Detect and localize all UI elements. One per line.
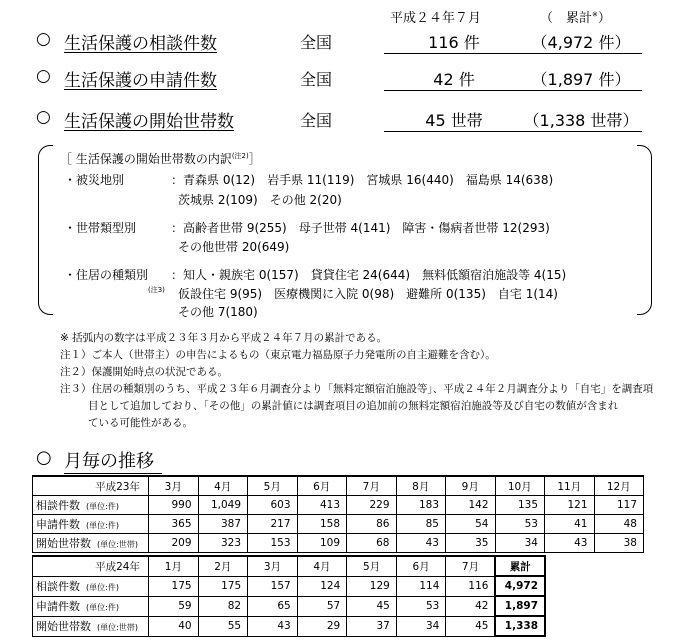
note-line: 目として追加しており、「その他」の累計値には調査項目の追加前の無料定額宿泊施設等及び自宅の数値が含まれ	[88, 400, 619, 412]
circle-bullet-icon: ○	[36, 107, 51, 127]
table-cell: 35	[446, 534, 496, 553]
housing-line: その他 7(180)	[178, 305, 258, 319]
table-cell: 43	[545, 534, 595, 553]
table-cell: 68	[347, 534, 397, 553]
table-cell: 37	[347, 616, 397, 636]
table-cell: 55	[198, 616, 248, 636]
table-cell: 1,049	[198, 496, 248, 515]
disaster-line: ：青森県 0(12) 岩手県 11(119) 宮城県 16(440) 福島県 14(638)	[171, 173, 554, 187]
circle-bullet-icon: ○	[36, 29, 51, 49]
note-line: 注１）ご本人（世帯主）の申告によるもの（東京電力福島原子力発電所の自主避難を含む）。	[60, 349, 496, 361]
disaster-line: 茨城県 2(109) その他 2(20)	[178, 193, 342, 207]
table-header-row	[33, 556, 546, 576]
cumulative-cell: 1,897	[495, 596, 545, 616]
summary-value: 42 件	[384, 67, 524, 91]
table-cell: 990	[149, 496, 199, 515]
table-cell: 45	[347, 596, 397, 616]
household-label: ・世帯類型別	[64, 221, 137, 235]
month-header: 3月	[248, 556, 298, 576]
monthly-table-2011	[32, 475, 644, 553]
housing-line: 仮設住宅 9(95) 医療機関に入院 0(98) 避難所 0(135) 自宅 1(14)	[178, 287, 558, 301]
table-cell: 323	[198, 534, 248, 553]
month-header: 7月	[347, 476, 397, 496]
disaster-label: ・被災地別	[64, 173, 125, 187]
table-cell: 42	[446, 596, 496, 616]
table-cell: 387	[198, 515, 248, 534]
month-header: 9月	[446, 476, 496, 496]
summary-cumulative: （4,972 件）	[520, 30, 642, 54]
year-cell: 平成23年	[33, 476, 149, 496]
table-cell: 43	[248, 616, 298, 636]
month-header: 8月	[396, 476, 446, 496]
table-cell: 65	[248, 596, 298, 616]
table-row	[33, 534, 644, 553]
month-header: 3月	[149, 476, 199, 496]
summary-label: 生活保護の開始世帯数	[64, 112, 234, 132]
housing-line: ：知人・親族宅 0(157) 貸貸住宅 24(644) 無料低額宿泊施設等 4(15)	[171, 268, 567, 282]
table-cell: 153	[248, 534, 298, 553]
table-cell: 121	[545, 496, 595, 515]
table-cell: 129	[347, 576, 397, 596]
table-row	[33, 515, 644, 534]
summary-label: 生活保護の申請件数	[64, 71, 217, 91]
left-bracket	[38, 145, 53, 315]
table-header-row	[33, 476, 644, 496]
household-line: ：高齢者世帯 9(255) 母子世帯 4(141) 障害・傷病者世帯 12(293)	[171, 221, 550, 235]
row-header: 申請件数 (単位:件)	[33, 596, 149, 616]
table-cell: 34	[495, 534, 545, 553]
cumulative-header: 累計	[495, 556, 545, 576]
table-cell: 38	[594, 534, 644, 553]
summary-cumulative: （1,897 件）	[520, 67, 642, 91]
table-cell: 135	[495, 496, 545, 515]
table-cell: 86	[347, 515, 397, 534]
breakdown-title: ［ 生活保護の開始世帯数の内訳$^{(注2)}$］	[60, 152, 261, 166]
summary-scope: 全国	[300, 70, 333, 89]
month-header: 5月	[248, 476, 298, 496]
table-cell: 142	[446, 496, 496, 515]
table-row	[33, 616, 546, 636]
table-cell: 217	[248, 515, 298, 534]
row-header: 相談件数 (単位:件)	[33, 576, 149, 596]
table-cell: 175	[149, 576, 199, 596]
table-cell: 229	[347, 496, 397, 515]
month-header: 11月	[545, 476, 595, 496]
month-header: 4月	[297, 556, 347, 576]
table-cell: 43	[396, 534, 446, 553]
cumulative-cell: 1,338	[495, 616, 545, 636]
table-cell: 413	[297, 496, 347, 515]
table-row	[33, 576, 546, 596]
month-header: 12月	[594, 476, 644, 496]
summary-value: 45 世帯	[384, 108, 524, 132]
table-cell: 54	[446, 515, 496, 534]
housing-note-mark: (注3)	[148, 286, 165, 294]
table-cell: 29	[297, 616, 347, 636]
table-cell: 48	[594, 515, 644, 534]
housing-label: ・住居の種類別	[64, 268, 149, 282]
table-cell: 116	[446, 576, 496, 596]
table-row	[33, 496, 644, 515]
note-line: 注３）住居の種類別のうち、平成２３年６月調査分より「無料定額宿泊施設等」、平成２４年２月調査分より「自宅」を調査項	[60, 383, 654, 395]
household-line: その他世帯 20(649)	[178, 240, 290, 254]
circle-bullet-icon: ○	[36, 66, 51, 86]
section-title: 月毎の推移	[64, 447, 162, 474]
table-cell: 209	[149, 534, 199, 553]
table-cell: 45	[446, 616, 496, 636]
note-line: 注２）保護開始時点の状況である。	[60, 366, 228, 378]
table-cell: 603	[248, 496, 298, 515]
row-header: 開始世帯数 (単位:世帯)	[33, 534, 149, 553]
summary-cumulative: （1,338 世帯）	[520, 108, 642, 132]
row-header: 開始世帯数 (単位:世帯)	[33, 616, 149, 636]
right-bracket	[637, 145, 652, 315]
cumulative-cell: 4,972	[495, 576, 545, 596]
summary-scope: 全国	[300, 111, 333, 130]
month-header: 1月	[149, 556, 199, 576]
table-cell: 53	[396, 596, 446, 616]
summary-label: 生活保護の相談件数	[64, 34, 217, 54]
table-cell: 114	[396, 576, 446, 596]
table-row	[33, 596, 546, 616]
table-cell: 158	[297, 515, 347, 534]
report-date: 平成２４年７月	[390, 11, 482, 26]
year-cell: 平成24年	[33, 556, 149, 576]
note-line: ※ 括弧内の数字は平成２３年３月から平成２４年７月の累計である。	[60, 332, 388, 344]
table-cell: 82	[198, 596, 248, 616]
table-cell: 157	[248, 576, 298, 596]
table-cell: 175	[198, 576, 248, 596]
note-line: ている可能性がある。	[88, 417, 193, 429]
month-header: 6月	[297, 476, 347, 496]
table-cell: 117	[594, 496, 644, 515]
month-header: 5月	[347, 556, 397, 576]
table-cell: 53	[495, 515, 545, 534]
table-cell: 59	[149, 596, 199, 616]
month-header: 2月	[198, 556, 248, 576]
table-cell: 109	[297, 534, 347, 553]
table-cell: 85	[396, 515, 446, 534]
table-cell: 41	[545, 515, 595, 534]
table-cell: 34	[396, 616, 446, 636]
month-header: 10月	[495, 476, 545, 496]
cumulative-header: （ 累計※）	[540, 10, 611, 26]
table-cell: 40	[149, 616, 199, 636]
row-header: 相談件数 (単位:件)	[33, 496, 149, 515]
table-cell: 124	[297, 576, 347, 596]
circle-bullet-icon: ○	[36, 447, 52, 468]
table-cell: 365	[149, 515, 199, 534]
table-cell: 183	[396, 496, 446, 515]
monthly-table-2012	[32, 555, 546, 637]
month-header: 7月	[446, 556, 496, 576]
month-header: 4月	[198, 476, 248, 496]
summary-value: 116 件	[384, 30, 524, 54]
row-header: 申請件数 (単位:件)	[33, 515, 149, 534]
month-header: 6月	[396, 556, 446, 576]
summary-scope: 全国	[300, 33, 333, 52]
table-cell: 57	[297, 596, 347, 616]
